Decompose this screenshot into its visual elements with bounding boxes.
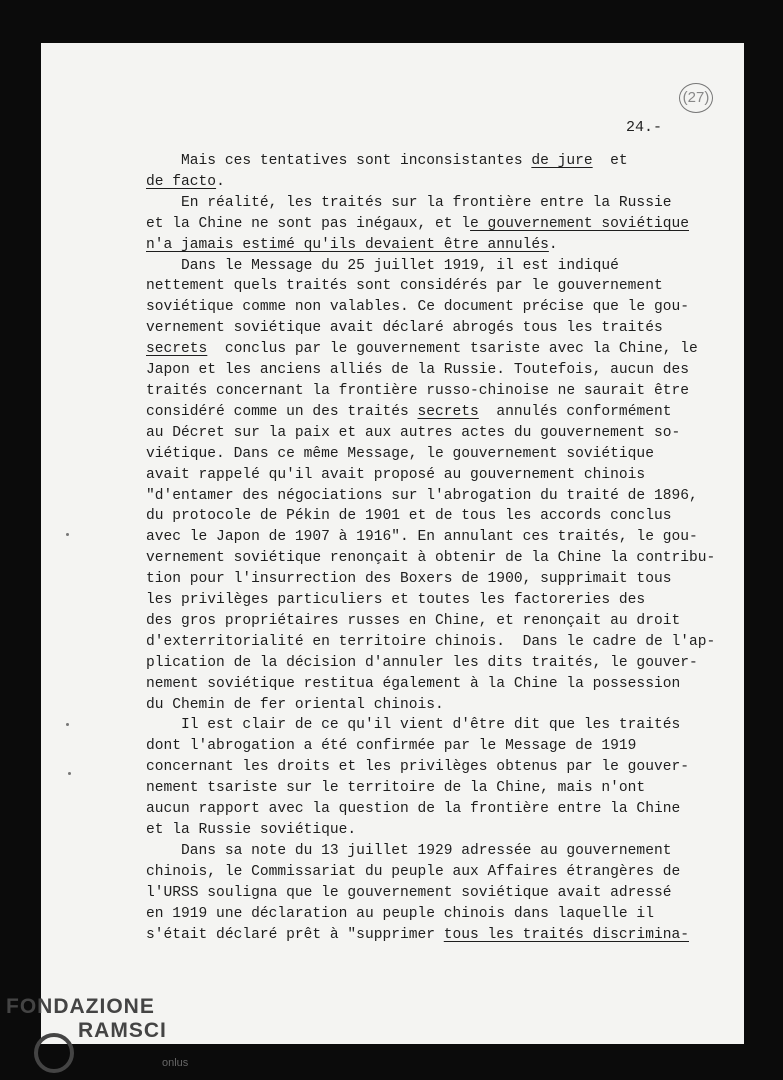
text-segment: et la Russie soviétique. xyxy=(146,822,357,838)
paragraph xyxy=(146,841,726,946)
text-line xyxy=(146,486,726,507)
underlined-text: e gouvernement soviétique xyxy=(470,215,689,232)
text-segment: s'était déclaré prêt à "supprimer xyxy=(146,926,444,943)
text-segment: au Décret sur la paix et aux autres actes du gouvernement so- xyxy=(146,424,681,441)
text-segment: avait rappelé qu'il avait proposé au gouvernement chinois xyxy=(146,466,646,483)
text-line xyxy=(146,381,726,402)
document-page xyxy=(41,43,744,1044)
text-segment: et la Chine ne sont pas inégaux, et l xyxy=(146,215,471,232)
fondazione-gramsci-watermark xyxy=(6,995,189,1069)
text-segment: dont l'abrogation a été confirmée par le Message de 1919 xyxy=(146,738,637,755)
watermark-suffix: onlus xyxy=(162,1057,189,1069)
text-segment: Dans le Message du 25 juillet 1919, il est indiqué xyxy=(146,257,619,274)
text-segment: aucun rapport avec la question de la frontière entre la Chine xyxy=(146,801,681,818)
text-segment: des gros propriétaires russes en Chine, et renonçait au droit xyxy=(146,612,681,629)
text-line xyxy=(146,799,726,820)
text-segment: Japon et les anciens alliés de la Russie. Toutefois, aucun des xyxy=(146,362,689,379)
text-line xyxy=(146,736,726,757)
text-line xyxy=(146,297,726,318)
text-segment: chinois, le Commissariat du peuple aux Affaires étrangères de xyxy=(146,863,681,880)
text-segment: du protocole de Pékin de 1901 et de tous les accords conclus xyxy=(146,508,672,525)
text-segment: nement tsariste sur le territoire de la Chine, mais n'ont xyxy=(146,780,646,797)
text-segment: du Chemin de fer oriental chinois. xyxy=(146,696,444,713)
margin-mark xyxy=(66,533,69,536)
text-line xyxy=(146,444,726,465)
text-line xyxy=(146,883,726,904)
text-line xyxy=(146,339,726,360)
text-segment: Mais ces tentatives sont inconsistantes xyxy=(146,153,532,169)
text-segment: Il est clair de ce qu'il vient d'être dit que les traités xyxy=(146,717,681,734)
text-segment: nement soviétique restitua également à la Chine la possession xyxy=(146,675,681,692)
text-line xyxy=(146,402,726,423)
text-segment: conclus par le gouvernement tsariste avec la Chine, le xyxy=(207,341,698,358)
underlined-text: de jure xyxy=(531,153,593,169)
paragraph xyxy=(146,715,726,840)
text-line xyxy=(146,653,726,674)
underlined-text: n'a jamais estimé qu'ils devaient être annulés xyxy=(146,236,549,253)
text-segment: annulés conformément xyxy=(478,403,672,420)
watermark-line1: FONDAZIONE xyxy=(6,995,155,1018)
text-line xyxy=(146,820,726,841)
margin-mark xyxy=(68,772,71,775)
text-segment: concernant les droits et les privilèges obtenus par le gouver- xyxy=(146,759,689,776)
text-line xyxy=(146,925,726,946)
text-line xyxy=(146,276,726,297)
text-segment: "d'entamer des négociations sur l'abrogation du traité de 1896, xyxy=(146,487,698,504)
text-line xyxy=(146,527,726,548)
paragraph xyxy=(146,256,726,716)
text-line xyxy=(146,318,726,339)
text-line xyxy=(146,465,726,486)
text-line xyxy=(146,695,726,716)
document-body xyxy=(146,151,726,945)
text-segment: en 1919 une déclaration au peuple chinois dans laquelle il xyxy=(146,905,654,922)
text-line xyxy=(146,506,726,527)
folio-stamp: (27) xyxy=(679,83,713,113)
text-segment: nettement quels traités sont considérés par le gouvernement xyxy=(146,278,663,295)
text-line xyxy=(146,172,726,193)
text-segment: vernement soviétique renonçait à obtenir de la Chine la contribu- xyxy=(146,550,716,567)
text-segment: et xyxy=(592,153,628,169)
text-segment: d'exterritorialité en territoire chinois. Dans le cadre de l'ap- xyxy=(146,633,716,650)
underlined-text: tous les traités discrimina- xyxy=(443,926,689,943)
text-line xyxy=(146,151,726,172)
text-line xyxy=(146,423,726,444)
underlined-text: secrets xyxy=(146,341,208,358)
text-segment: traités concernant la frontière russo-chinoise ne saurait être xyxy=(146,382,689,399)
paragraph xyxy=(146,193,726,256)
paragraph xyxy=(146,151,726,193)
underlined-text: de facto xyxy=(146,173,217,190)
watermark-line2: RAMSCI xyxy=(78,1019,167,1042)
text-line xyxy=(146,611,726,632)
text-segment: considéré comme un des traités xyxy=(146,403,418,420)
text-segment: soviétique comme non valables. Ce document précise que le gou- xyxy=(146,299,689,316)
text-line xyxy=(146,715,726,736)
text-line xyxy=(146,757,726,778)
text-segment: En réalité, les traités sur la frontière entre la Russie xyxy=(146,194,672,211)
text-segment: l'URSS souligna que le gouvernement soviétique avait adressé xyxy=(146,884,672,901)
text-segment: . xyxy=(548,236,558,253)
text-line xyxy=(146,590,726,611)
underlined-text: secrets xyxy=(417,403,479,420)
text-segment: plication de la décision d'annuler les dits traités, le gouver- xyxy=(146,654,698,671)
text-line xyxy=(146,841,726,862)
margin-mark xyxy=(66,723,69,726)
text-line xyxy=(146,193,726,214)
text-segment: Dans sa note du 13 juillet 1929 adressée au gouvernement xyxy=(146,842,672,859)
text-segment: vernement soviétique avait déclaré abrogés tous les traités xyxy=(146,320,663,337)
text-segment: avec le Japon de 1907 à 1916". En annulant ces traités, le gou- xyxy=(146,529,698,546)
text-segment: . xyxy=(216,173,225,190)
text-line xyxy=(146,548,726,569)
text-segment: tion pour l'insurrection des Boxers de 1900, supprimait tous xyxy=(146,571,672,588)
text-line xyxy=(146,862,726,883)
text-line xyxy=(146,214,726,235)
text-line xyxy=(146,904,726,925)
logo-ring-icon xyxy=(34,1033,74,1073)
text-line xyxy=(146,235,726,256)
text-segment: les privilèges particuliers et toutes les factoreries des xyxy=(146,592,646,609)
text-segment: viétique. Dans ce même Message, le gouvernement soviétique xyxy=(146,445,654,462)
text-line xyxy=(146,569,726,590)
text-line xyxy=(146,632,726,653)
text-line xyxy=(146,674,726,695)
text-line xyxy=(146,360,726,381)
text-line xyxy=(146,778,726,799)
text-line xyxy=(146,256,726,277)
page-number: 24.- xyxy=(626,119,663,136)
